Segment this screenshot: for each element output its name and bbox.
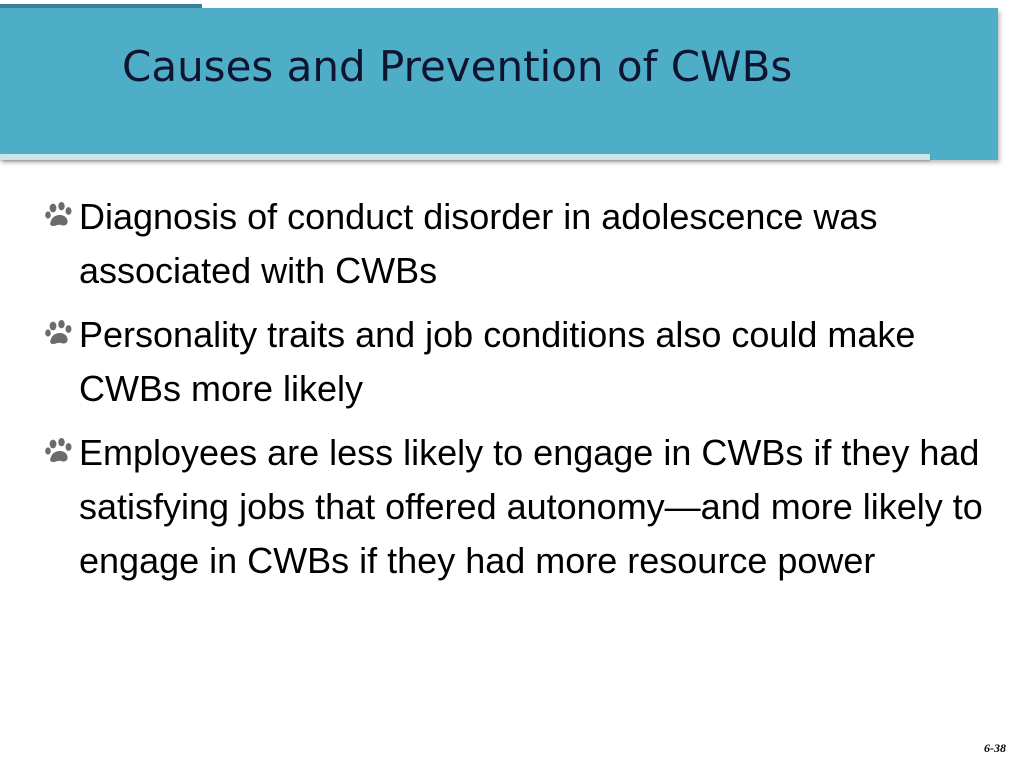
bullet-item (44, 308, 984, 416)
paw-print-icon (44, 319, 74, 349)
bullet-item (44, 426, 984, 588)
paw-print-icon (44, 437, 74, 467)
slide-title: Causes and Prevention of CWBs (122, 42, 793, 91)
page-number: 6-38 (984, 741, 1006, 755)
paw-print-icon (44, 201, 74, 231)
bullet-item (44, 190, 984, 298)
bullet-list (44, 190, 984, 598)
bullet-text: Personality traits and job conditions also could make CWBs more likely (79, 314, 916, 409)
title-underline (0, 154, 930, 160)
bullet-text: Diagnosis of conduct disorder in adolescence was associated with CWBs (79, 196, 878, 291)
bullet-text: Employees are less likely to engage in CWBs if they had satisfying jobs that offered autonomy—and more likely to engage in CWBs if they had more resource power (79, 432, 983, 581)
